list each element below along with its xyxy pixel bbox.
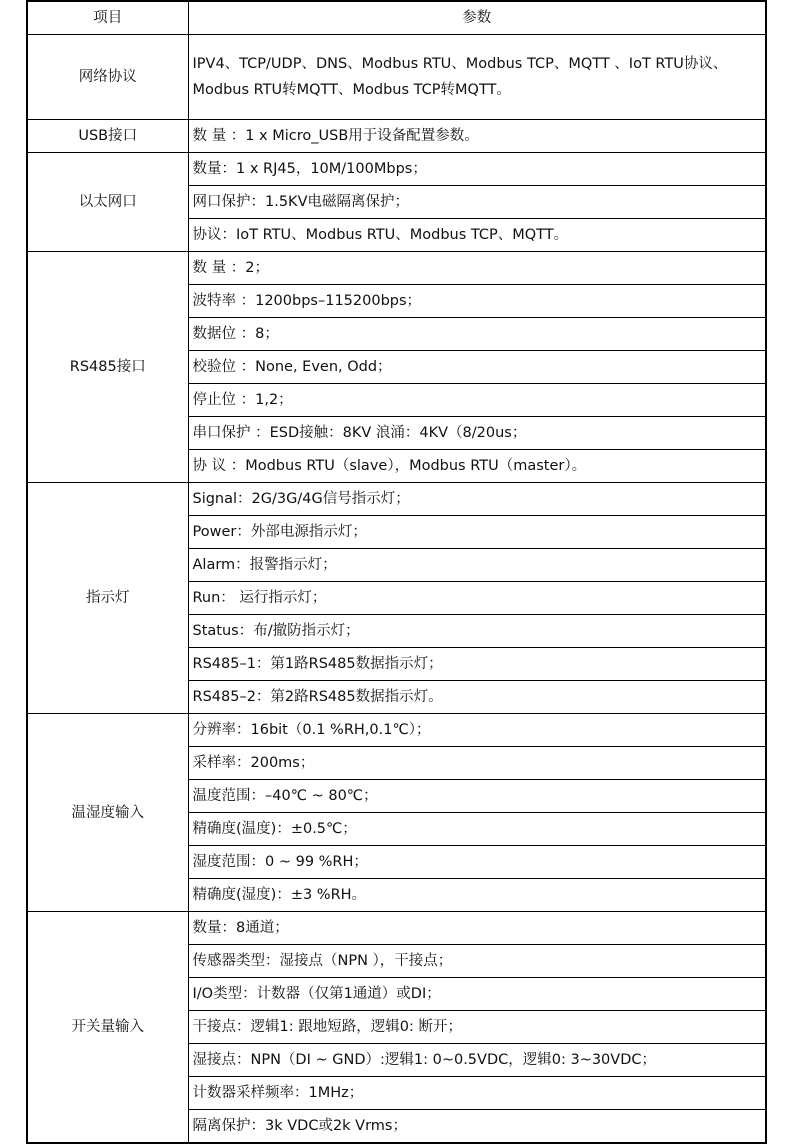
item-network-protocol: 网络协议: [27, 35, 188, 120]
param-cell: 湿接点：NPN（DI ~ GND）:逻辑1: 0~0.5VDC，逻辑0: 3~30VDC；: [188, 1044, 766, 1077]
param-cell: 网口保护：1.5KV电磁隔离保护；: [188, 186, 766, 219]
item-digital-input: 开关量输入: [27, 912, 188, 1144]
param-cell: 精确度(湿度)：±3 %RH。: [188, 879, 766, 912]
param-cell: IPV4、TCP/UDP、DNS、Modbus RTU、Modbus TCP、MQTT 、IoT RTU协议、Modbus RTU转MQTT、Modbus TCP转MQTT。: [188, 35, 766, 120]
header-item: 项目: [27, 1, 188, 35]
param-cell: Alarm：报警指示灯；: [188, 549, 766, 582]
param-cell: 协 议 ：Modbus RTU（slave），Modbus RTU（master）。: [188, 450, 766, 483]
item-usb: USB接口: [27, 120, 188, 153]
item-rs485: RS485接口: [27, 252, 188, 483]
table-row: [27, 120, 766, 153]
spec-table: [26, 0, 767, 1144]
table-row: [27, 252, 766, 285]
param-cell: 停止位 ：1,2；: [188, 384, 766, 417]
param-cell: 数量：8通道；: [188, 912, 766, 945]
param-cell: 干接点：逻辑1: 跟地短路，逻辑0: 断开；: [188, 1011, 766, 1044]
param-cell: I/O类型：计数器（仅第1通道）或DI；: [188, 978, 766, 1011]
table-row: [27, 35, 766, 120]
param-cell: 数据位 ：8；: [188, 318, 766, 351]
table-row: [27, 483, 766, 516]
param-cell: 分辨率：16bit（0.1 %RH,0.1℃）；: [188, 714, 766, 747]
param-cell: 数 量 ：2；: [188, 252, 766, 285]
table-row: [27, 714, 766, 747]
param-cell: 传感器类型：湿接点（NPN ），干接点；: [188, 945, 766, 978]
param-cell: 采样率：200ms；: [188, 747, 766, 780]
param-cell: RS485–2：第2路RS485数据指示灯。: [188, 681, 766, 714]
param-cell: 数 量 ：1 x Micro_USB用于设备配置参数。: [188, 120, 766, 153]
table-row: [27, 912, 766, 945]
param-cell: 串口保护 ：ESD接触：8KV 浪涌：4KV（8/20us；: [188, 417, 766, 450]
param-cell: 数量：1 x RJ45，10M/100Mbps；: [188, 153, 766, 186]
header-row: [27, 1, 766, 35]
param-cell: RS485–1：第1路RS485数据指示灯；: [188, 648, 766, 681]
item-indicators: 指示灯: [27, 483, 188, 714]
param-cell: 湿度范围：0 ~ 99 %RH；: [188, 846, 766, 879]
param-cell: 温度范围：–40℃ ~ 80℃；: [188, 780, 766, 813]
param-cell: 精确度(温度)：±0.5℃；: [188, 813, 766, 846]
param-cell: 协议：IoT RTU、Modbus RTU、Modbus TCP、MQTT。: [188, 219, 766, 252]
item-ethernet: 以太网口: [27, 153, 188, 252]
param-cell: 波特率 ：1200bps–115200bps；: [188, 285, 766, 318]
param-cell: Power：外部电源指示灯；: [188, 516, 766, 549]
header-params: 参数: [188, 1, 766, 35]
param-cell: Signal：2G/3G/4G信号指示灯；: [188, 483, 766, 516]
param-cell: 计数器采样频率：1MHz；: [188, 1077, 766, 1110]
param-cell: 校验位 ：None, Even, Odd；: [188, 351, 766, 384]
param-cell: 隔离保护：3k VDC或2k Vrms；: [188, 1110, 766, 1144]
table-row: [27, 153, 766, 186]
param-cell: Run： 运行指示灯；: [188, 582, 766, 615]
param-cell: Status：布/撤防指示灯；: [188, 615, 766, 648]
item-temp-humidity: 温湿度输入: [27, 714, 188, 912]
